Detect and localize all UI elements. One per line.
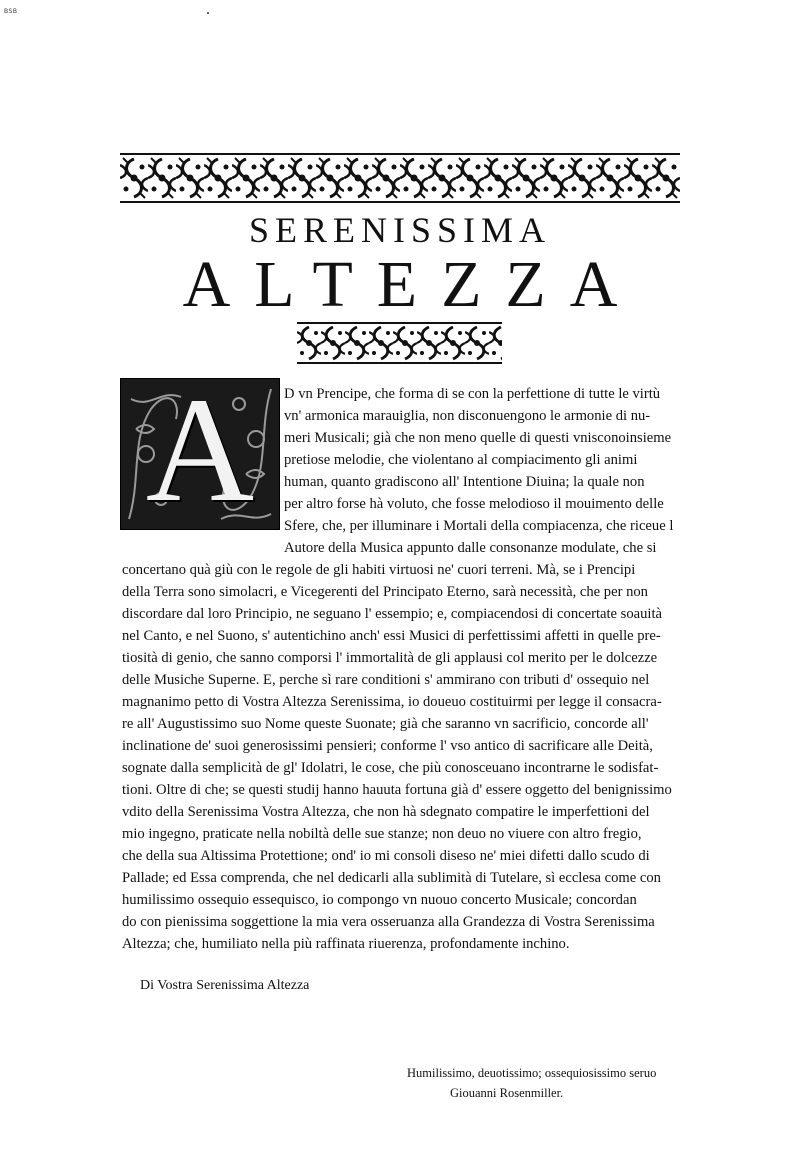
text-line: humilissimo ossequio essequisco, io compongo vn nuouo concerto Musicale; concordan (122, 892, 637, 908)
heading-line-2: ALTEZZA (182, 248, 642, 321)
text-line: tiosità di genio, che sanno comporsi l' immortalità de gli applausi col merito per le dolcezze (122, 650, 658, 666)
text-line: delle Musiche Superne. E, perche sì rare conditioni s' ammirano con tributi d' ossequio nel (122, 672, 650, 688)
text-line: Pallade; ed Essa comprenda, che nel dedicarli alla sublimità di Tutelare, sì ecclesa come con (122, 870, 661, 886)
text-line: inclinatione de' suoi generosissimi pensieri; conforme l' vso antico di sacrificare alle Deità, (122, 738, 653, 754)
text-line: discordare dal loro Principio, ne seguano l' essempio; e, compiacendosi di concertate soauità (122, 606, 662, 622)
text-line: per altro forse hà voluto, che fosse melodioso il mouimento delle (284, 496, 664, 512)
text-line: re all' Augustissimo suo Nome queste Suonate; già che saranno vn sacrificio, concorde all' (122, 716, 649, 732)
signature-line: Di Vostra Serenissima Altezza (140, 978, 310, 993)
text-line: della Terra sono simolacri, e Vicegerenti del Principato Eterno, sarà necessità, che per non (122, 584, 648, 600)
text-line: Autore della Musica appunto dalle consonanze modulate, che si (284, 540, 657, 556)
text-line: sognate dalla semplicità de gl' Idolatri, le cose, che più conosceuano incontrarne le sodisfat- (122, 760, 659, 776)
text-line: mio ingegno, praticate nella nobiltà delle sue stanze; non deuo no viuere con altro fregio, (122, 826, 642, 842)
text-line: Altezza; che, humiliato nella più raffinata riuerenza, profondamente inchino. (122, 936, 570, 952)
closing-line-1: Humilissimo, deuotissimo; ossequiosissimo seruo (407, 1066, 657, 1080)
text-line: concertano quà giù con le regole de gli habiti virtuosi ne' cuori terreni. Mà, se i Prencipi (122, 562, 636, 578)
ornamental-band-top (120, 153, 680, 203)
library-stamp: BSB (4, 8, 18, 15)
text-line: human, quanto gradiscono all' Intentione Diuina; la quale non (284, 474, 645, 490)
text-line: D vn Prencipe, che forma di se con la perfettione di tutte le virtù (284, 386, 661, 402)
decorated-initial (120, 378, 280, 530)
heading-line-1: SERENISSIMA (248, 210, 552, 250)
text-line: tioni. Oltre di che; se questi studij hanno hauuta fortuna già d' essere oggetto del benignissimo (122, 782, 672, 798)
closing-line-2: Giouanni Rosenmiller. (450, 1086, 564, 1100)
text-line: magnanimo petto di Vostra Altezza Serenissima, io doueuo costituirmi per legge il consacra- (122, 694, 662, 710)
text-line: meri Musicali; già che non meno quelle di questi vnisconoinsieme (284, 430, 672, 446)
text-line: vn' armonica marauiglia, non disconuengono le armonie di nu- (284, 408, 651, 424)
text-line: che della sua Altissima Protettione; ond' io mi consoli diseso ne' miei difetti dallo scudo di (122, 848, 650, 864)
text-line: Sfere, che, per illuminare i Mortali della compiacenza, che riceue l (284, 518, 674, 534)
arabesque-pattern-middle (297, 324, 502, 362)
text-line: nel Canto, e nel Suono, s' autentichino anch' essi Musici di perfettissimi affetti in quelle pre- (122, 628, 661, 644)
ornamental-band-middle (297, 322, 502, 364)
arabesque-pattern-top (120, 155, 680, 201)
text-line: vdito della Serenissima Vostra Altezza, che non hà sdegnato compatire le imperfettioni del (122, 804, 650, 820)
speck (207, 12, 209, 14)
initial-letter: A (145, 378, 255, 530)
text-line: do con pienissima soggettione la mia vera osseruanza alla Grandezza di Vostra Serenissima (122, 914, 655, 930)
text-line: pretiose melodie, che violentano al compiacimento gli animi (284, 452, 638, 468)
